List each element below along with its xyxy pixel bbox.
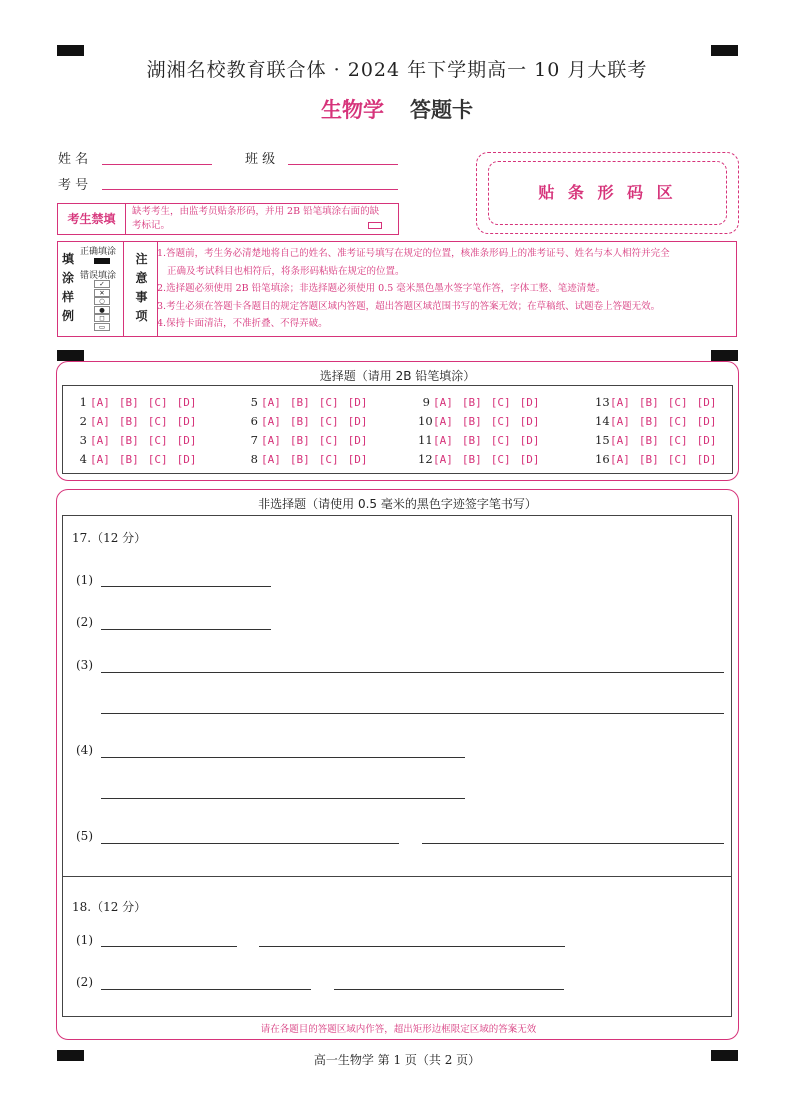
- mc-option-5-d[interactable]: [D]: [347, 396, 368, 409]
- fill-title-char: 填: [61, 252, 74, 266]
- notes-title-char: 项: [135, 309, 148, 323]
- mc-option-9-a[interactable]: [A]: [433, 396, 453, 409]
- mc-option-12-b[interactable]: [B]: [461, 453, 482, 466]
- fill-title-char: 样: [61, 290, 74, 304]
- registration-mark-mid-right: [711, 350, 738, 361]
- wrong-mark: ◻: [94, 314, 110, 322]
- mc-option-3-c[interactable]: [C]: [147, 434, 168, 447]
- mc-question-number: 11: [418, 433, 433, 447]
- exam-title: 湖湘名校教育联合体 · 2024 年下学期高一 10 月大联考: [146, 59, 648, 81]
- mc-question-3: [75, 433, 206, 447]
- mc-option-1-a[interactable]: [A]: [90, 396, 110, 409]
- mc-option-5-b[interactable]: [B]: [289, 396, 310, 409]
- absent-mark-box[interactable]: [368, 222, 382, 229]
- note-item: 3.考生必须在答题卡各题目的规定答题区域内答题，超出答题区域范围书写的答案无效；在草稿纸、试题卷上答题无效。: [157, 300, 661, 312]
- mc-question-12: [418, 452, 549, 466]
- mc-option-14-a[interactable]: [A]: [610, 415, 630, 428]
- forbidden-text: 缺考考生，由监考员贴条形码，并用 2B 铅笔填涂右面的缺考标记。: [132, 206, 380, 231]
- mc-option-7-b[interactable]: [B]: [289, 434, 310, 447]
- mc-option-16-a[interactable]: [A]: [610, 453, 630, 466]
- notes-title-char: 事: [135, 290, 148, 304]
- mc-question-number: 10: [418, 414, 433, 428]
- wrong-mark: ○: [94, 297, 110, 305]
- wrong-fill-samples: [94, 280, 110, 331]
- barcode-label: 贴 条 形 码 区: [538, 183, 677, 202]
- mc-question-9: [418, 395, 549, 409]
- q17-part-4-answer-line-2[interactable]: [101, 798, 465, 799]
- mc-question-4: [75, 452, 206, 466]
- q17-part-3-answer-line[interactable]: [101, 672, 724, 673]
- wrong-mark: ✕: [94, 289, 110, 297]
- mc-option-5-c[interactable]: [C]: [318, 396, 339, 409]
- mc-option-10-b[interactable]: [B]: [461, 415, 482, 428]
- mc-option-2-d[interactable]: [D]: [176, 415, 197, 428]
- card-label: 答题卡: [410, 97, 473, 122]
- mc-option-2-c[interactable]: [C]: [147, 415, 168, 428]
- q17-part-4-answer-line[interactable]: [101, 757, 465, 758]
- fill-title-char: 涂: [61, 271, 74, 285]
- mc-option-1-d[interactable]: [D]: [176, 396, 197, 409]
- mc-question-11: [418, 433, 549, 447]
- mc-question-14: [595, 414, 726, 428]
- name-label: 姓 名: [58, 152, 89, 167]
- instructions-box: [57, 241, 737, 337]
- mc-option-11-d[interactable]: [D]: [519, 434, 540, 447]
- notes-title: [126, 242, 158, 336]
- mc-option-3-a[interactable]: [A]: [90, 434, 110, 447]
- absent-box: [57, 203, 399, 235]
- q17-part-3-answer-line-2[interactable]: [101, 713, 724, 714]
- mc-option-7-c[interactable]: [C]: [318, 434, 339, 447]
- fill-sample-area: [78, 242, 124, 336]
- mc-option-9-b[interactable]: [B]: [461, 396, 482, 409]
- subject-name: 生物学: [321, 97, 384, 122]
- card-title: [0, 94, 794, 124]
- class-label: 班 级: [245, 152, 276, 167]
- q17-part-4-label: (4): [76, 743, 93, 757]
- registration-mark-mid-left: [57, 350, 84, 361]
- mc-option-11-c[interactable]: [C]: [490, 434, 511, 447]
- mc-question-1: [75, 395, 206, 409]
- mc-option-13-c[interactable]: [C]: [667, 396, 688, 409]
- nonmc-title: 非选择题（请使用 0.5 毫米的黑色字迹签字笔书写）: [258, 497, 537, 511]
- mc-option-16-b[interactable]: [B]: [638, 453, 659, 466]
- mc-option-15-b[interactable]: [B]: [638, 434, 659, 447]
- q17-label: 17.（12 分）: [72, 531, 147, 545]
- q17-part-1-answer-line[interactable]: [101, 586, 271, 587]
- mc-option-6-d[interactable]: [D]: [347, 415, 368, 428]
- mc-question-number: 1: [79, 395, 87, 409]
- class-field[interactable]: [288, 164, 398, 165]
- mc-option-9-d[interactable]: [D]: [519, 396, 540, 409]
- mc-option-5-a[interactable]: [A]: [261, 396, 281, 409]
- mc-option-12-a[interactable]: [A]: [433, 453, 453, 466]
- q18-box: [62, 877, 732, 1017]
- fill-title-char: 例: [61, 309, 74, 323]
- mc-question-15: [595, 433, 726, 447]
- mc-option-8-a[interactable]: [A]: [261, 453, 281, 466]
- q17-part-5-label: (5): [76, 829, 93, 843]
- mc-option-4-b[interactable]: [B]: [118, 453, 139, 466]
- mc-option-13-b[interactable]: [B]: [638, 396, 659, 409]
- mc-question-number: 6: [250, 414, 258, 428]
- correct-fill-label: 正确填涂: [80, 247, 117, 257]
- mc-option-12-c[interactable]: [C]: [490, 453, 511, 466]
- mc-question-number: 5: [250, 395, 258, 409]
- q18-part-1-answer-line[interactable]: [101, 946, 237, 947]
- mc-question-10: [418, 414, 549, 428]
- mc-option-13-d[interactable]: [D]: [696, 396, 717, 409]
- mc-question-number: 16: [595, 452, 610, 466]
- mc-option-1-b[interactable]: [B]: [118, 396, 139, 409]
- mc-question-number: 4: [79, 452, 87, 466]
- q18-part-2-answer-line-2[interactable]: [334, 989, 564, 990]
- q18-part-2-label: (2): [76, 975, 93, 989]
- mc-option-11-a[interactable]: [A]: [433, 434, 453, 447]
- mc-question-number: 8: [250, 452, 258, 466]
- mc-question-number: 13: [595, 395, 610, 409]
- mc-option-2-b[interactable]: [B]: [118, 415, 139, 428]
- q18-label: 18.（12 分）: [72, 900, 147, 914]
- wrong-mark: ●: [94, 306, 110, 314]
- notes-title-char: 注: [135, 252, 148, 266]
- mc-option-14-d[interactable]: [D]: [696, 415, 717, 428]
- mc-option-14-b[interactable]: [B]: [638, 415, 659, 428]
- q17-part-5-answer-line[interactable]: [101, 843, 399, 844]
- wrong-mark: ▭: [94, 323, 110, 331]
- q17-box: [62, 515, 732, 877]
- note-item: 2.选择题必须使用 2B 铅笔填涂；非选择题必须使用 0.5 毫米黑色墨水签字笔作答，字体工整、笔迹清楚。: [157, 283, 606, 294]
- mc-option-1-c[interactable]: [C]: [147, 396, 168, 409]
- q18-part-1-answer-line-2[interactable]: [259, 946, 565, 947]
- mc-option-2-a[interactable]: [A]: [90, 415, 110, 428]
- q18-part-2-answer-line[interactable]: [101, 989, 311, 990]
- note-item: 4.保持卡面清洁，不准折叠、不得弄破。: [157, 318, 328, 329]
- mc-question-number: 15: [595, 433, 610, 447]
- note-item: 正确及考试科目也相符后，将条形码粘贴在规定的位置。: [167, 265, 405, 277]
- mc-question-7: [246, 433, 377, 447]
- mc-question-number: 3: [79, 433, 87, 447]
- mc-option-6-b[interactable]: [B]: [289, 415, 310, 428]
- mc-question-16: [595, 452, 726, 466]
- q18-part-1-label: (1): [76, 933, 93, 947]
- mc-option-14-c[interactable]: [C]: [667, 415, 688, 428]
- exam-no-field[interactable]: [102, 189, 398, 190]
- q17-part-2-answer-line[interactable]: [101, 629, 271, 630]
- mc-option-15-c[interactable]: [C]: [667, 434, 688, 447]
- mc-option-15-a[interactable]: [A]: [610, 434, 630, 447]
- notes-title-char: 意: [135, 271, 148, 285]
- notes-list: [157, 245, 733, 333]
- fill-sample-title: [58, 242, 78, 336]
- page-footer: 高一生物学 第 1 页（共 2 页）: [313, 1053, 481, 1067]
- mc-question-number: 7: [250, 433, 258, 447]
- mc-option-11-b[interactable]: [B]: [461, 434, 482, 447]
- mc-option-3-d[interactable]: [D]: [176, 434, 197, 447]
- mc-question-number: 14: [595, 414, 610, 428]
- mc-question-2: [75, 414, 206, 428]
- mc-option-10-d[interactable]: [D]: [519, 415, 540, 428]
- mc-question-6: [246, 414, 377, 428]
- mc-option-10-c[interactable]: [C]: [490, 415, 511, 428]
- mc-option-4-d[interactable]: [D]: [176, 453, 197, 466]
- barcode-area: [488, 161, 727, 225]
- mc-option-7-a[interactable]: [A]: [261, 434, 281, 447]
- mc-option-3-b[interactable]: [B]: [118, 434, 139, 447]
- mc-title: 选择题（请用 2B 铅笔填涂）: [319, 369, 476, 383]
- mc-option-6-c[interactable]: [C]: [318, 415, 339, 428]
- mc-question-5: [246, 395, 377, 409]
- mc-option-8-c[interactable]: [C]: [318, 453, 339, 466]
- mc-option-4-a[interactable]: [A]: [90, 453, 110, 466]
- mc-option-16-c[interactable]: [C]: [667, 453, 688, 466]
- mc-option-7-d[interactable]: [D]: [347, 434, 368, 447]
- mc-question-number: 2: [79, 414, 87, 428]
- correct-fill-sample: [94, 258, 110, 264]
- mc-option-10-a[interactable]: [A]: [433, 415, 453, 428]
- forbidden-label: 考生禁填: [58, 204, 126, 234]
- mc-question-number: 12: [418, 452, 433, 466]
- mc-question-13: [595, 395, 726, 409]
- q17-part-1-label: (1): [76, 573, 93, 587]
- mc-option-12-d[interactable]: [D]: [519, 453, 540, 466]
- mc-option-9-c[interactable]: [C]: [490, 396, 511, 409]
- name-field[interactable]: [102, 164, 212, 165]
- mc-question-8: [246, 452, 377, 466]
- mc-option-4-c[interactable]: [C]: [147, 453, 168, 466]
- mc-option-15-d[interactable]: [D]: [696, 434, 717, 447]
- mc-option-13-a[interactable]: [A]: [610, 396, 630, 409]
- q17-part-5-answer-line-2[interactable]: [422, 843, 724, 844]
- exam-no-label: 考 号: [58, 178, 89, 193]
- wrong-fill-label: 错误填涂: [80, 271, 117, 281]
- note-item: 1.答题前，考生务必清楚地将自己的姓名、准考证号填写在规定的位置，核准条形码上的准考证号、姓名与本人相符并完全: [157, 248, 670, 259]
- wrong-mark: ✓: [94, 280, 110, 288]
- mc-option-8-b[interactable]: [B]: [289, 453, 310, 466]
- mc-option-6-a[interactable]: [A]: [261, 415, 281, 428]
- q17-part-2-label: (2): [76, 615, 93, 629]
- mc-question-number: 9: [422, 395, 430, 409]
- mc-option-8-d[interactable]: [D]: [347, 453, 368, 466]
- answer-region-warning: 请在各题目的答题区域内作答，超出矩形边框限定区域的答案无效: [260, 1024, 537, 1035]
- q17-part-3-label: (3): [76, 658, 93, 672]
- mc-option-16-d[interactable]: [D]: [696, 453, 717, 466]
